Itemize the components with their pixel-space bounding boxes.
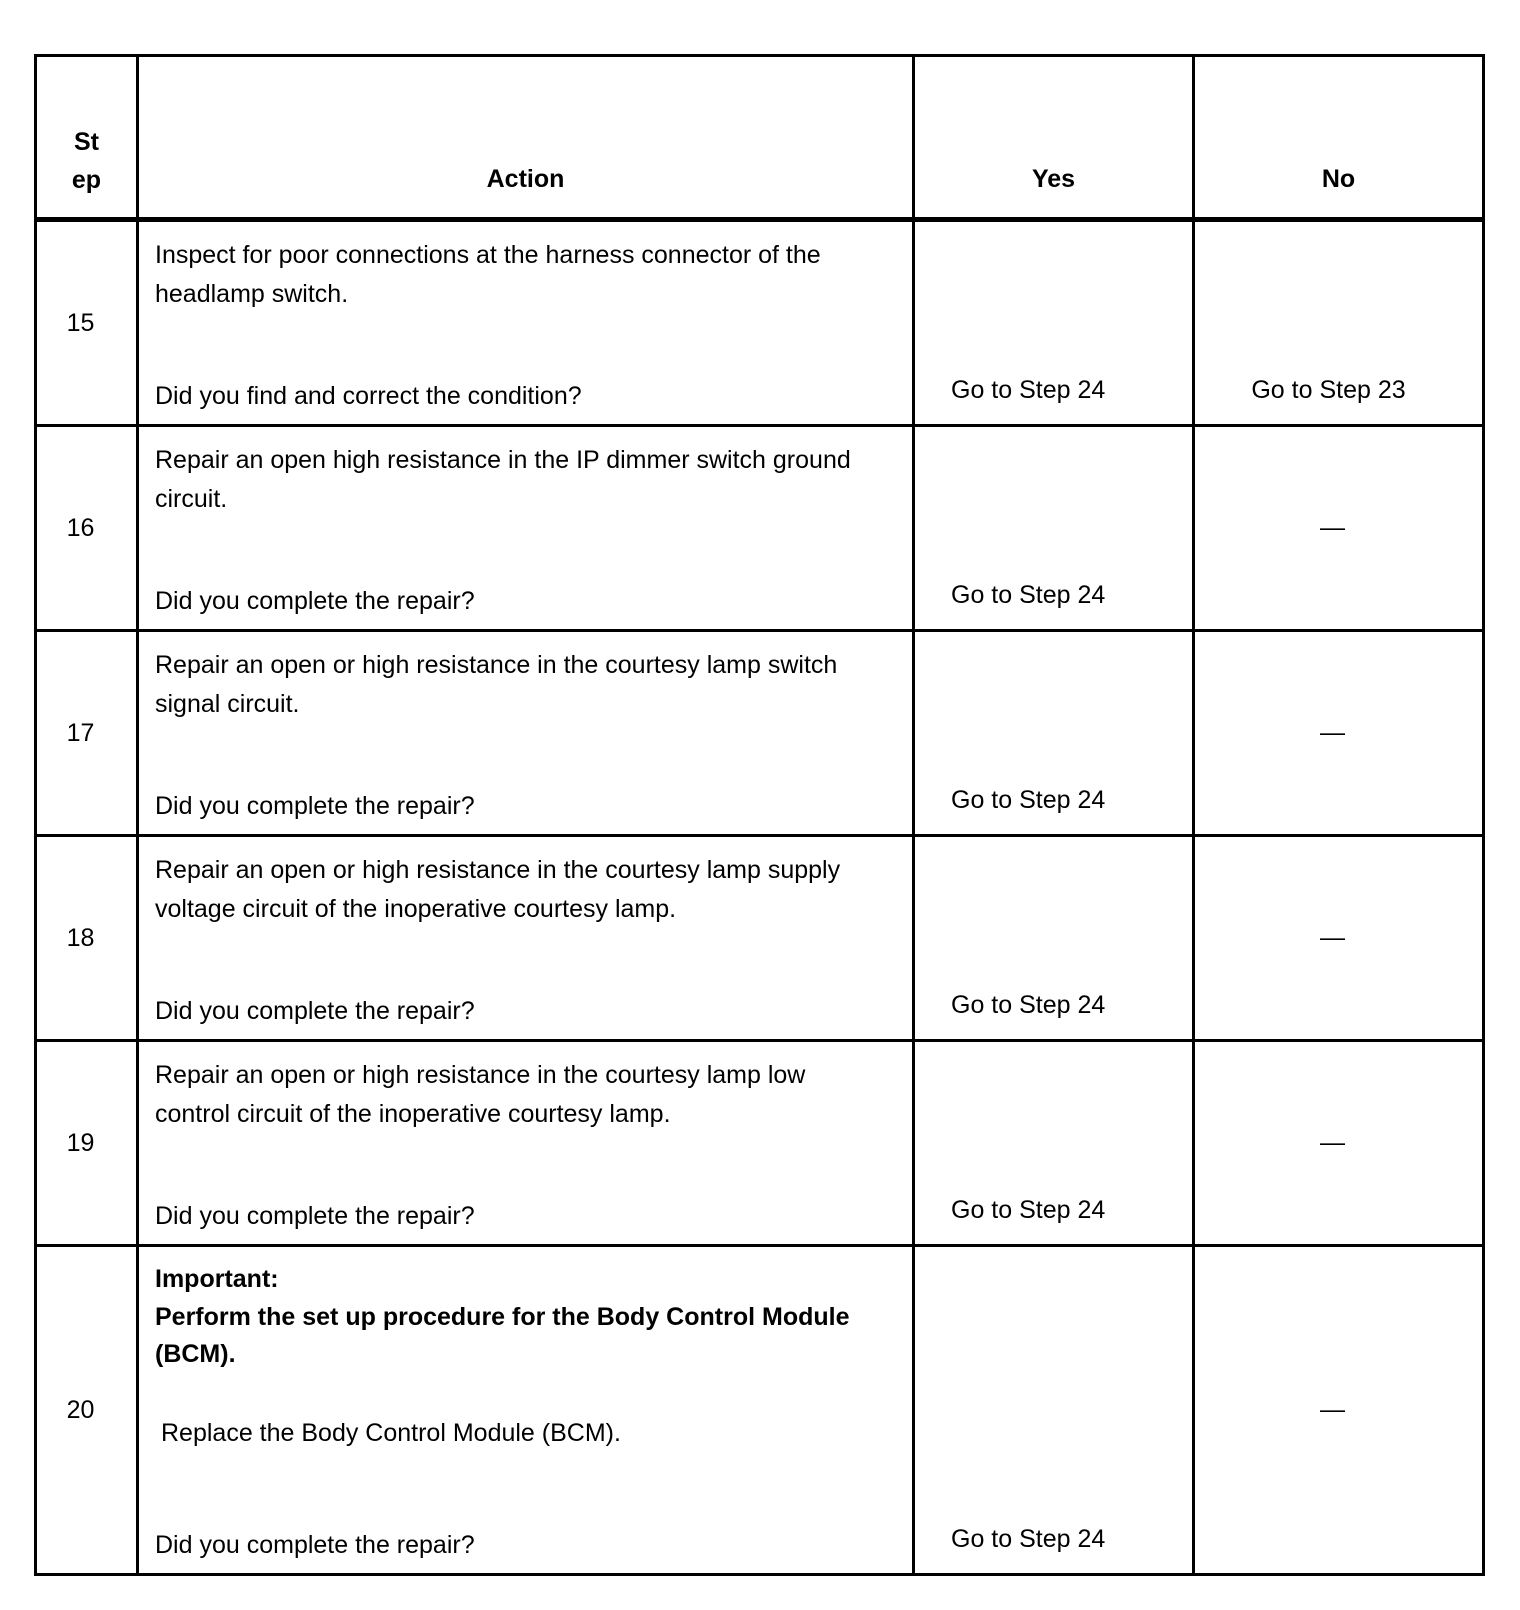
yes-result: Go to Step 24: [951, 991, 1106, 1020]
table-row: [36, 1041, 1484, 1246]
action-cell: [138, 631, 914, 836]
action-text: Inspect for poor connections at the harness connector of the headlamp switch.: [155, 241, 821, 308]
no-cell: [1194, 426, 1484, 631]
step-number: 19: [36, 1041, 138, 1246]
table-row: [36, 836, 1484, 1041]
yes-cell: [914, 1246, 1194, 1575]
important-note-title: Important:: [155, 1265, 279, 1293]
action-text: Repair an open or high resistance in the courtesy lamp switch signal circuit.: [155, 651, 838, 718]
header-step-line2: ep: [71, 165, 102, 194]
action-question: Did you complete the repair?: [155, 997, 475, 1026]
no-cell: [1194, 631, 1484, 836]
table-row: [36, 220, 1484, 426]
step-number: 15: [36, 220, 138, 426]
action-question: Did you complete the repair?: [155, 792, 475, 821]
table-row: [36, 426, 1484, 631]
yes-result: Go to Step 24: [951, 581, 1106, 610]
yes-result: Go to Step 24: [951, 1196, 1106, 1225]
action-cell: [138, 1246, 914, 1575]
action-text: Replace the Body Control Module (BCM).: [161, 1418, 621, 1447]
yes-cell: [914, 220, 1194, 426]
action-cell: [138, 220, 914, 426]
action-text: Repair an open or high resistance in the courtesy lamp low control circuit of the inoperative courtesy lamp.: [155, 1061, 806, 1128]
yes-cell: [914, 1041, 1194, 1246]
no-cell: [1194, 836, 1484, 1041]
table-header-row: [36, 56, 1484, 220]
no-cell: [1194, 1041, 1484, 1246]
yes-result: Go to Step 24: [951, 376, 1106, 405]
header-action: Action: [138, 56, 914, 220]
step-number: 18: [36, 836, 138, 1041]
action-cell: [138, 426, 914, 631]
table-row: [36, 631, 1484, 836]
important-note-body: Perform the set up procedure for the Body Control Module (BCM).: [155, 1302, 850, 1368]
step-number: 17: [36, 631, 138, 836]
no-result-dash: —: [1320, 718, 1345, 747]
header-yes: Yes: [914, 56, 1194, 220]
step-number: 16: [36, 426, 138, 631]
action-cell: [138, 836, 914, 1041]
action-cell: [138, 1041, 914, 1246]
yes-result: Go to Step 24: [951, 786, 1106, 815]
step-number: 20: [36, 1246, 138, 1575]
no-result: Go to Step 23: [1251, 376, 1406, 405]
action-question: Did you find and correct the condition?: [155, 382, 582, 411]
table-row: [36, 1246, 1484, 1575]
action-question: Did you complete the repair?: [155, 587, 475, 616]
no-result-dash: —: [1320, 1395, 1345, 1424]
yes-result: Go to Step 24: [951, 1525, 1106, 1554]
yes-cell: [914, 426, 1194, 631]
header-step-line1: St: [74, 128, 99, 156]
no-result-dash: —: [1320, 923, 1345, 952]
no-result-dash: —: [1320, 1128, 1345, 1157]
action-text: Repair an open high resistance in the IP dimmer switch ground circuit.: [155, 446, 851, 513]
header-step: [36, 56, 138, 220]
no-cell: [1194, 220, 1484, 426]
diagnostic-procedure-table: [34, 54, 1485, 1576]
no-cell: [1194, 1246, 1484, 1575]
action-question: Did you complete the repair?: [155, 1202, 475, 1231]
action-text: Repair an open or high resistance in the courtesy lamp supply voltage circuit of the inoperative courtesy lamp.: [155, 856, 841, 923]
action-question: Did you complete the repair?: [155, 1531, 475, 1560]
yes-cell: [914, 836, 1194, 1041]
header-no: No: [1194, 56, 1484, 220]
important-note: [139, 1247, 912, 1374]
no-result-dash: —: [1320, 513, 1345, 542]
yes-cell: [914, 631, 1194, 836]
